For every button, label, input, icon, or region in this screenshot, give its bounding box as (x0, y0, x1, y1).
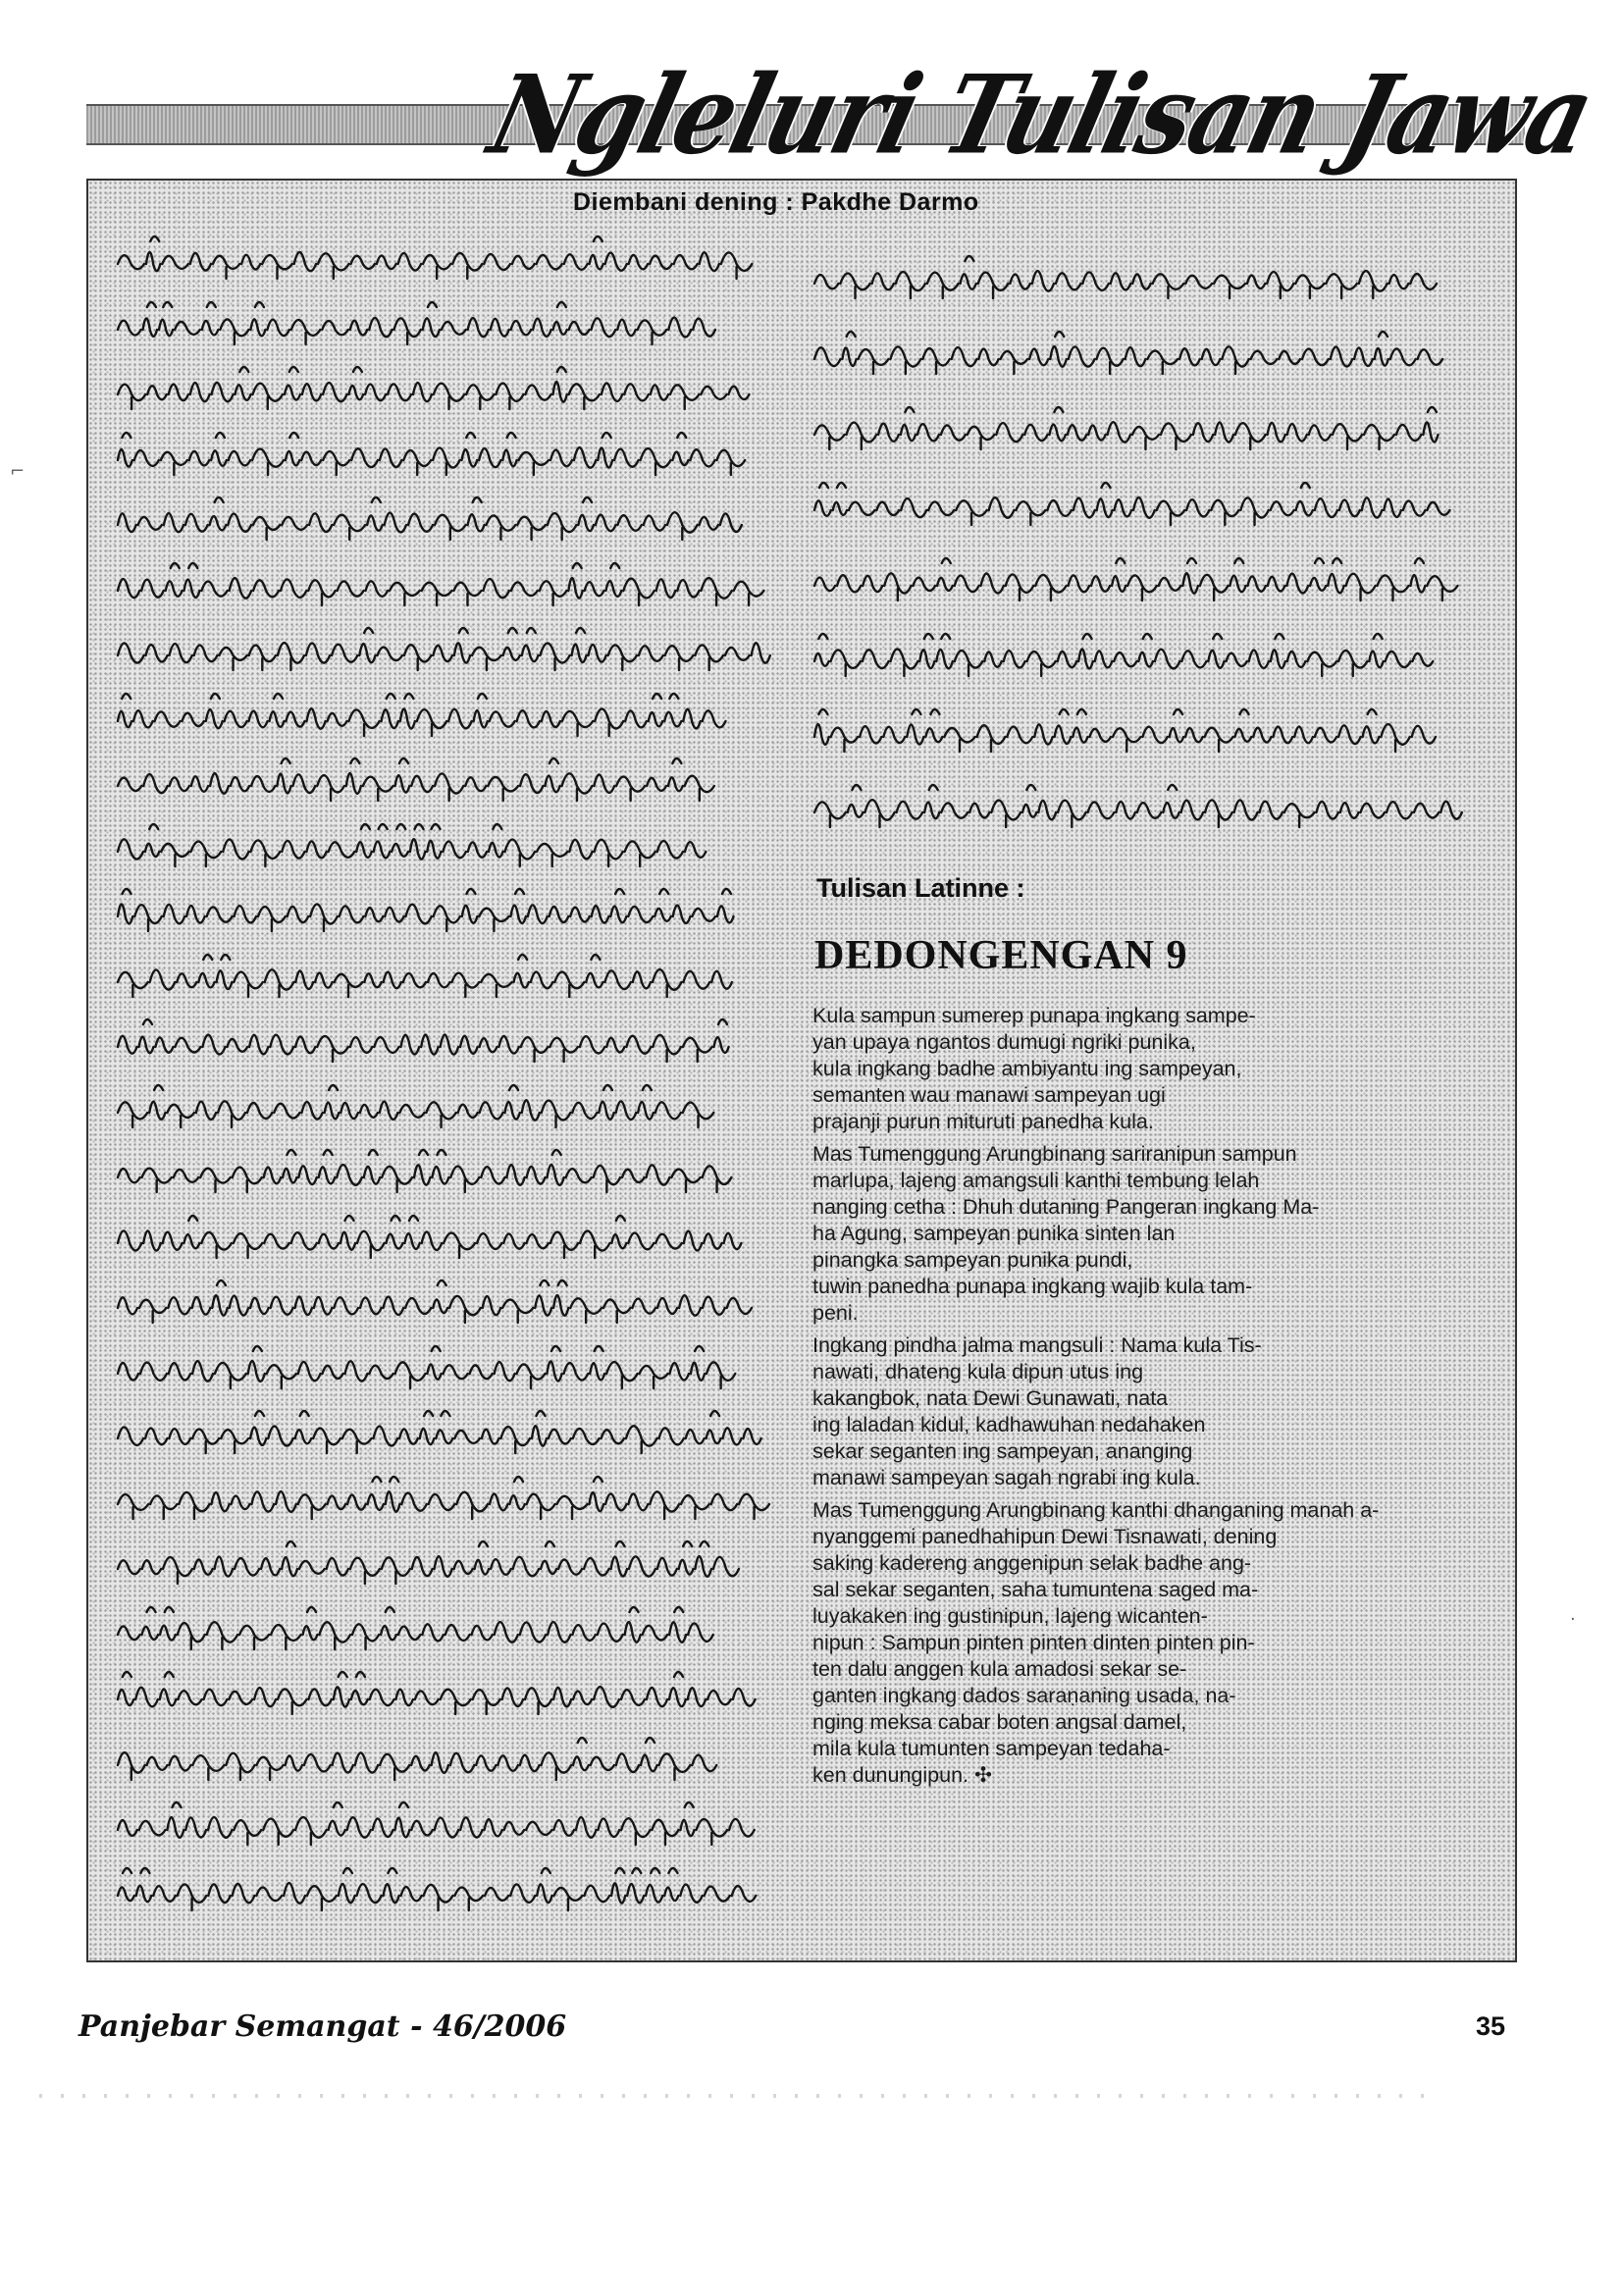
story-paragraph (812, 1141, 1499, 1327)
story-line: manawi sampeyan sagah ngrabi ing kula. (812, 1466, 1201, 1489)
javanese-script-line (108, 1199, 775, 1268)
javanese-script-line (108, 220, 775, 288)
javanese-script-line (108, 1460, 775, 1529)
javanese-script-line (805, 542, 1492, 610)
margin-mark: · (1570, 1609, 1576, 1630)
javanese-script-line (108, 1330, 775, 1398)
javanese-script-line (108, 1655, 775, 1724)
story-paragraph (812, 1497, 1499, 1789)
javanese-script-left-column (108, 220, 775, 1927)
javanese-script-line (108, 1264, 775, 1332)
story-line: ha Agung, sampeyan punika sinten lan (812, 1222, 1176, 1245)
javanese-script-line (108, 350, 775, 419)
javanese-script-line (108, 1133, 775, 1202)
story-line: tuwin panedha punapa ingkang wajib kula tam- (812, 1275, 1253, 1298)
story-line: marlupa, lajeng amangsuli kanthi tembung lelah (812, 1169, 1260, 1192)
javanese-script-line (108, 938, 775, 1007)
javanese-script-line (108, 1069, 775, 1137)
margin-mark: ⌐ (10, 461, 26, 482)
javanese-script-right-column (805, 239, 1492, 867)
javanese-script-line (108, 547, 775, 615)
javanese-script-line (108, 481, 775, 549)
story-line: kula ingkang badhe ambiyantu ing sampeyan, (812, 1057, 1242, 1080)
story-line: yan upaya ngantos dumugi ngriki punika, (812, 1030, 1196, 1054)
editor-credit: Diembani dening : Pakdhe Darmo (573, 188, 979, 216)
story-line: ken dunungipun. ✣ (812, 1763, 992, 1787)
javanese-script-line (805, 315, 1492, 384)
story-line: ing laladan kidul, kadhawuhan nedahaken (812, 1413, 1206, 1436)
story-line: prajanji purun mituruti panedha kula. (812, 1110, 1154, 1133)
story-paragraph (812, 1003, 1499, 1135)
story-line: sal sekar seganten, saha tumuntena saged ma- (812, 1578, 1259, 1601)
javanese-script-line (108, 286, 775, 354)
javanese-script-line (108, 1721, 775, 1790)
javanese-script-line (805, 617, 1492, 686)
story-line: Mas Tumenggung Arungbinang kanthi dhanganing manah a- (812, 1498, 1380, 1522)
javanese-script-line (108, 1394, 775, 1463)
javanese-script-line (108, 742, 775, 810)
javanese-script-line (108, 1852, 775, 1920)
story-paragraph (812, 1332, 1499, 1491)
javanese-script-line (108, 1786, 775, 1854)
story-line: Kula sampun sumerep punapa ingkang sampe- (812, 1004, 1256, 1027)
story-line: kakangbok, nata Dewi Gunawati, nata (812, 1386, 1169, 1410)
story-body (812, 1003, 1499, 1795)
story-line: nyanggemi panedhahipun Dewi Tisnawati, dening (812, 1525, 1278, 1548)
story-line: luyakaken ing gustinipun, lajeng wicanten- (812, 1604, 1208, 1628)
story-line: nawati, dhateng kula dipun utus ing (812, 1360, 1144, 1383)
javanese-script-line (108, 808, 775, 876)
scan-artifact (39, 2094, 1433, 2098)
story-line: Mas Tumenggung Arungbinang sariranipun sampun (812, 1142, 1297, 1166)
story-line: nging meksa cabar boten angsal damel, (812, 1710, 1187, 1734)
latin-section-heading: Tulisan Latinne : (816, 873, 1025, 903)
story-line: mila kula tumunten sampeyan tedaha- (812, 1737, 1171, 1760)
story-line: semanten wau manawi sampeyan ugi (812, 1083, 1166, 1107)
story-line: ten dalu anggen kula amadosi sekar se- (812, 1657, 1187, 1681)
javanese-script-line (108, 416, 775, 485)
javanese-script-line (108, 1591, 775, 1659)
javanese-script-line (108, 1003, 775, 1071)
javanese-script-line (108, 1525, 775, 1593)
javanese-script-line (805, 466, 1492, 535)
story-line: saking kadereng anggenipun selak badhe ang- (812, 1551, 1252, 1575)
javanese-script-line (108, 677, 775, 746)
page-number: 35 (1476, 2011, 1506, 2041)
story-line: peni. (812, 1301, 859, 1325)
story-line: nanging cetha : Dhuh dutaning Pangeran ingkang Ma- (812, 1195, 1320, 1219)
masthead-title: Ngleluri Tulisan Jawa (478, 51, 1604, 179)
story-line: ganten ingkang dados saraṇaning usada, na- (812, 1684, 1236, 1707)
story-line: pinangka sampeyan punika pundi, (812, 1248, 1133, 1272)
story-line: sekar seganten ing sampeyan, ananging (812, 1439, 1193, 1463)
javanese-script-line (805, 391, 1492, 459)
story-title: DEDONGENGAN 9 (814, 933, 1188, 978)
story-line: nipun : Sampun pinten pinten dinten pinten pin- (812, 1631, 1255, 1654)
javanese-script-line (108, 872, 775, 941)
javanese-script-line (805, 239, 1492, 308)
javanese-script-line (805, 768, 1492, 837)
javanese-script-line (805, 693, 1492, 761)
javanese-script-line (108, 611, 775, 680)
publication-footer: Panjebar Semangat - 46/2006 (79, 2009, 567, 2044)
story-line: Ingkang pindha jalma mangsuli : Nama kula Tis- (812, 1333, 1262, 1357)
